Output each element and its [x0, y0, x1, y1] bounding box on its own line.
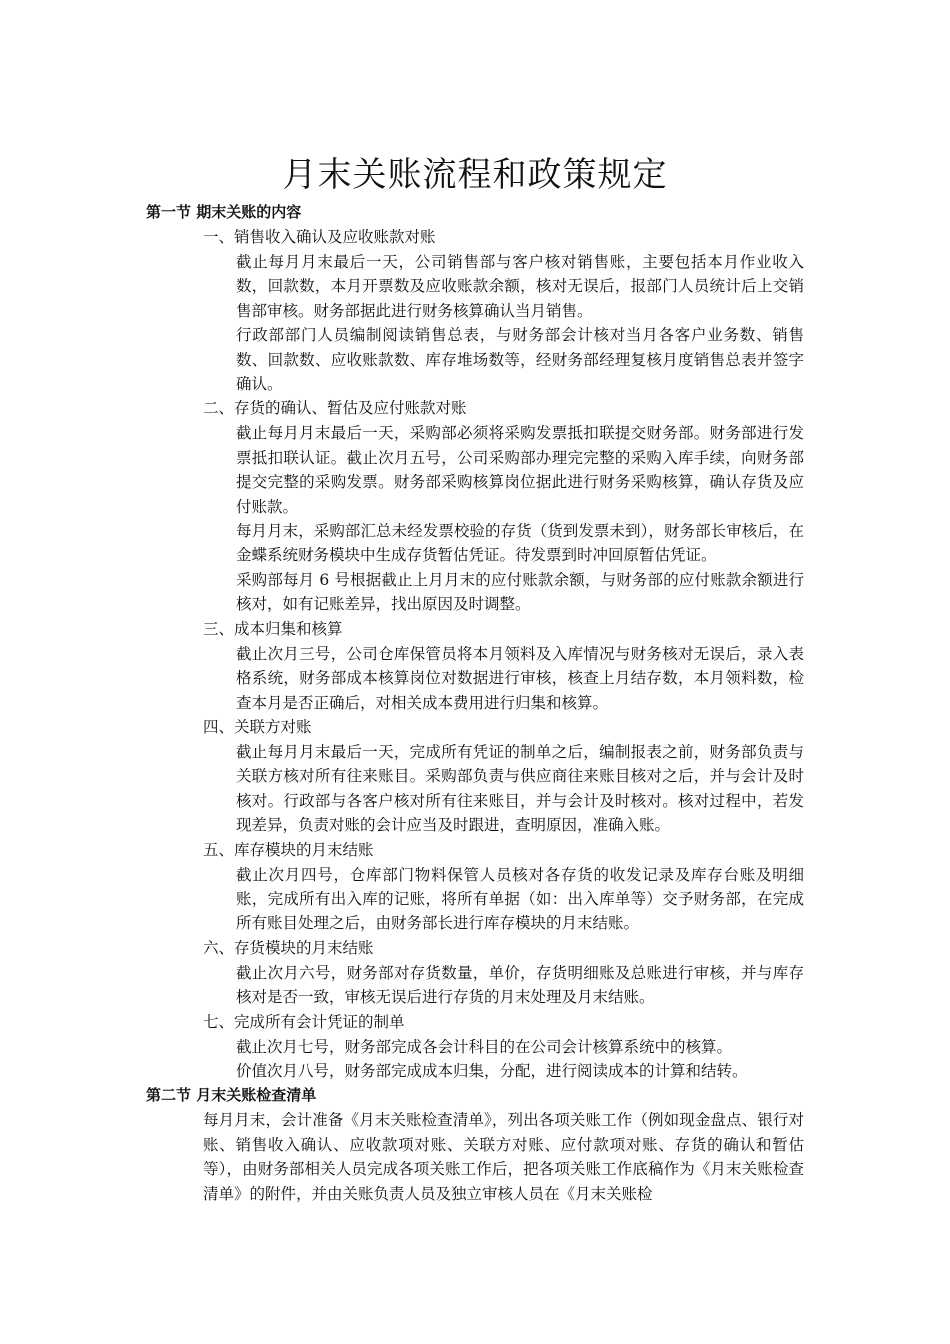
item-6-paragraph: 截止次月六号，财务部对存货数量，单价，存货明细账及总账进行审核，并与库存核对是否一致，审核无误后进行存货的月末处理及月末结账。 [236, 963, 804, 1007]
item-2-paragraph: 采购部每月 6 号根据截止上月月末的应付账款余额，与财务部的应付账款余额进行核对，如有记账差异，找出原因及时调整。 [236, 570, 804, 614]
item-1-heading: 一、销售收入确认及应收账款对账 [203, 228, 436, 246]
item-4-heading: 四、关联方对账 [203, 717, 312, 736]
document-body [146, 200, 816, 1206]
item-2-paragraph: 截止每月月末最后一天，采购部必须将采购发票抵扣联提交财务部。财务部进行发票抵扣联认证。截止次月五号，公司采购部办理完完整的采购入库手续，向财务部提交完整的采购发票。财务部采购核算岗位据此进行财务采购核算，确认存货及应付账款。 [236, 424, 804, 516]
item-3-heading: 三、成本归集和核算 [203, 619, 343, 638]
item-7-heading: 七、完成所有会计凭证的制单 [203, 1012, 405, 1031]
item-2-heading: 二、存货的确认、暂估及应付账款对账 [203, 399, 467, 418]
item-5-heading: 五、库存模块的月末结账 [203, 840, 374, 859]
item-4-paragraph: 截止每月月末最后一天，完成所有凭证的制单之后，编制报表之前，财务部负责与关联方核对所有往来账目。采购部负责与供应商往来账目核对之后，并与会计及时核对。行政部与各客户核对所有往来账目，并与会计及时核对。核对过程中，若发现差异，负责对账的会计应当及时跟进，查明原因，准确入账。 [236, 742, 804, 835]
item-2-paragraph: 每月月末，采购部汇总未经发票校验的存货（货到发票未到），财务部长审核后，在金蝶系统财务模块中生成存货暂估凭证。待发票到时冲回原暂估凭证。 [236, 522, 804, 565]
item-7-paragraph: 价值次月八号，财务部完成成本归集，分配，进行阅读成本的计算和结转。 [236, 1061, 748, 1080]
item-7-paragraph: 截止次月七号，财务部完成各会计科目的在公司会计核算系统中的核算。 [236, 1037, 733, 1056]
item-1-paragraph: 行政部部门人员编制阅读销售总表，与财务部会计核对当月各客户业务数、销售数、回款数、应收账款数、库存堆场数等，经财务部经理复核月度销售总表并签字确认。 [236, 326, 804, 394]
item-1-paragraph: 截止每月月末最后一天，公司销售部与客户核对销售账，主要包括本月作业收入数，回款数，本月开票数及应收账款余额，核对无误后，报部门人员统计后上交销售部审核。财务部据此进行财务核算确认当月销售。 [236, 253, 804, 320]
item-3-paragraph: 截止次月三号，公司仓库保管员将本月领料及入库情况与财务核对无误后，录入表格系统，财务部成本核算岗位对数据进行审核，核查上月结存数，本月领料数，检查本月是否正确后，对相关成本费用进行归集和核算。 [236, 644, 804, 712]
section-2-paragraph: 每月月末，会计准备《月末关账检查清单》，列出各项关账工作（例如现金盘点、银行对账、销售收入确认、应收款项对账、关联方对账、应付款项对账、存货的确认和暂估等），由财务部相关人员完成各项关账工作后，把各项关账工作底稿作为《月末关账检查清单》的附件，并由关账负责人员及独立审核人员在《月末关账检 [203, 1111, 804, 1203]
item-5-paragraph: 截止次月四号，仓库部门物料保管人员核对各存货的收发记录及库存台账及明细账，完成所有出入库的记账，将所有单据（如：出入库单等）交予财务部，在完成所有账目处理之后，由财务部长进行库存模块的月末结账。 [236, 865, 804, 933]
section-2-heading: 第二节 月末关账检查清单 [146, 1086, 317, 1105]
item-6-heading: 六、存货模块的月末结账 [203, 938, 374, 957]
document-title: 月末关账流程和政策规定 [282, 154, 668, 195]
section-1-heading: 第一节 期末关账的内容 [146, 203, 302, 221]
